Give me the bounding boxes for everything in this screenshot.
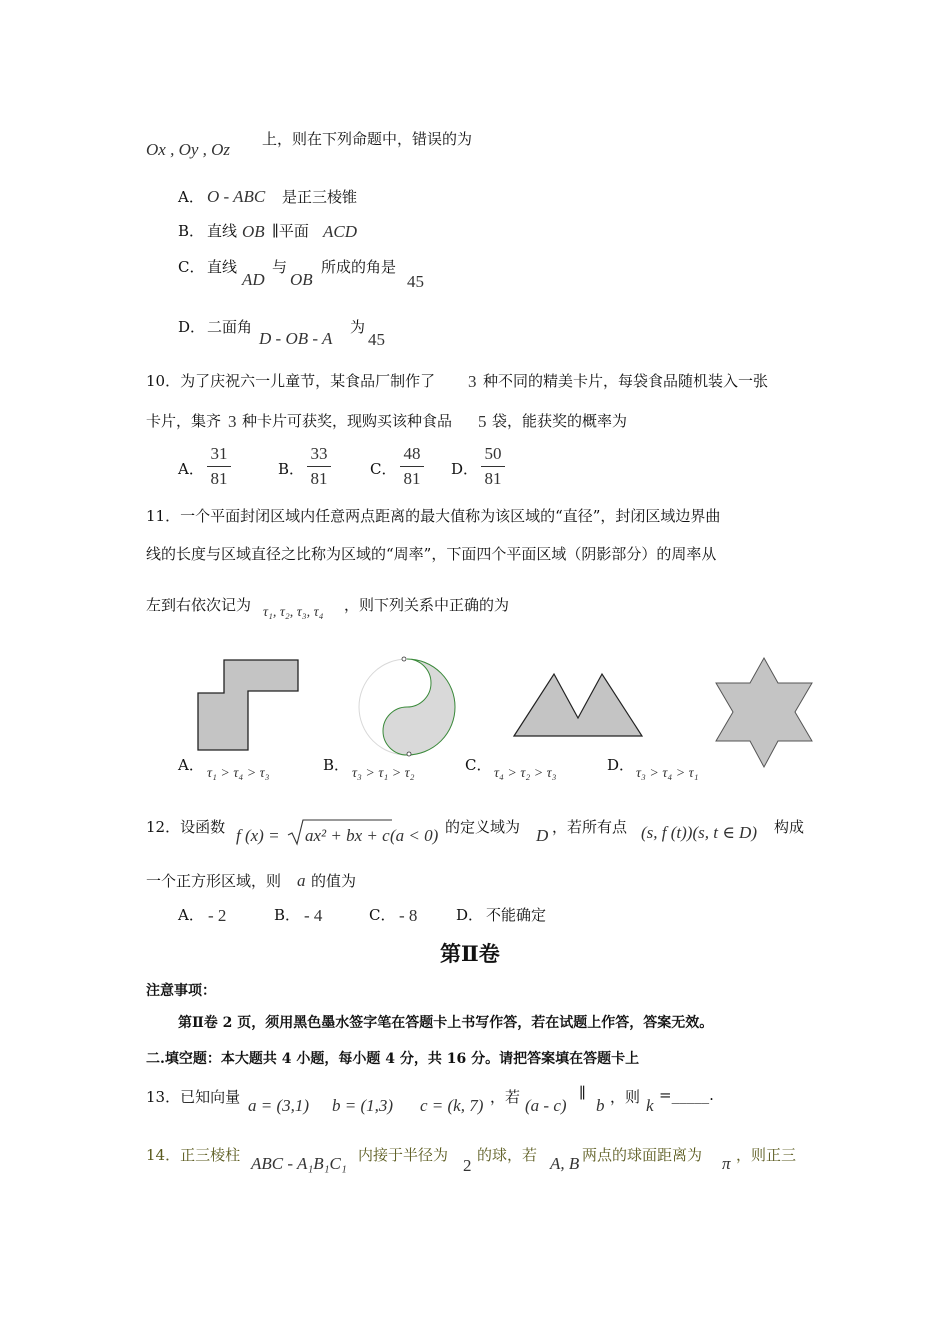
q10-number: 3 [468,372,477,391]
yin-yang-figure [352,652,464,764]
option-label: D． [178,318,206,336]
q14-radius: 2 [463,1156,472,1175]
notice-title: 注意事项： [146,983,216,999]
numerator: 31 [210,444,228,463]
q12-variable: a [297,871,306,890]
q13-condition: (a - c) [525,1096,567,1115]
option-label: B． [323,756,350,774]
q12-text: ，若所有点 [552,818,628,836]
q11-text: ，则下列关系中正确的为 [344,596,510,614]
option-math: AD [242,270,265,289]
q10-number: 3 [228,412,237,431]
q11-text: 线的长度与区域直径之比称为区域的“周率”，下面四个平面区域（阴影部分）的周率从 [146,545,717,563]
option-relation: τ₃ > τ₄ > τ₁ [636,766,699,781]
option-value: - 2 [208,906,227,925]
option-label: C． [178,258,205,276]
fraction [304,444,334,489]
q10-text: 袋，能获奖的概率为 [492,412,628,430]
q9-lead-text: 上，则在下列命题中，错误的为 [262,130,473,148]
vector-c: c = (k, 7) [420,1096,484,1115]
option-text: 直线 [207,222,238,240]
option-text: 为 [350,318,366,336]
fraction [397,444,427,489]
option-label: C． [465,756,492,774]
q13-text: ，若 [490,1088,521,1106]
q14-text: 内接于半径为 [358,1146,449,1164]
q13-k: k [646,1096,654,1115]
q14-pi: π [722,1154,731,1173]
option-math: O - ABC [207,187,266,206]
option-number: 45 [368,330,385,349]
q12-text: 一个正方形区域，则 [146,872,282,890]
q11-tau-list: τ₁, τ₂, τ₃, τ₄ [263,605,324,620]
stair-polygon-figure [190,655,310,755]
q14-prism: ABC - A₁B₁C₁ [251,1154,347,1173]
q12-text: 12．设函数 [146,818,226,836]
option-relation: τ₃ > τ₁ > τ₂ [352,766,415,781]
option-text: 是正三棱锥 [282,188,358,206]
option-label: B． [278,460,305,478]
option-label: A． [178,756,204,774]
q14-text: 的球，若 [477,1146,538,1164]
option-label: A． [178,188,204,206]
q13-text: 13．已知向量 [146,1088,241,1106]
numerator: 33 [310,444,328,463]
option-number: 45 [407,272,424,291]
q14-text: ，则正三 [736,1146,797,1164]
vector-a: a = (3,1) [248,1096,310,1115]
denominator: 81 [484,469,502,488]
option-math: D - OB - A [259,329,333,348]
q10-text: 种不同的精美卡片，每袋食品随机装入一张 [483,372,769,390]
q12-point-set: (s, f (t))(s, t ∈ D) [641,823,757,842]
parallel-symbol: ∥ [579,1084,586,1102]
hexagram-figure [712,655,816,771]
option-text: 二面角 [207,318,253,336]
q13-text: ，则 [610,1088,641,1106]
option-relation: τ₁ > τ₄ > τ₃ [207,766,270,781]
option-label: D． [456,906,484,924]
fraction-bar [400,466,424,467]
option-label: B． [274,906,301,924]
option-label: D． [451,460,479,478]
option-label: A． [178,906,204,924]
q12-condition: (a < 0) [390,826,439,845]
option-value: - 8 [399,906,418,925]
section-title: 二.填空题：本大题共 4 小题，每小题 4 分，共 16 分。请把答案填在答题卡上 [146,1051,640,1067]
q13-vector-b: b [596,1096,605,1115]
numerator: 50 [484,444,502,463]
part2-title: 第Ⅱ卷 [440,941,500,966]
q14-points: A, B [550,1154,580,1173]
q10-text: 10．为了庆祝六一儿童节，某食品厂制作了 [146,372,436,390]
option-math: OB [242,222,265,241]
q12-function: f (x) = [236,826,280,845]
fraction [204,444,234,489]
option-text: 直线 [207,258,238,276]
option-value: - 4 [304,906,323,925]
option-value: 不能确定 [486,906,547,924]
fraction-bar [207,466,231,467]
denominator: 81 [310,469,328,488]
option-label: C． [369,906,396,924]
option-text: 所成的角是 [321,258,397,276]
denominator: 81 [403,469,421,488]
option-text: ∥平面 [272,222,309,240]
option-text: 与 [272,258,288,276]
notice-text: 第Ⅱ卷 2 页，须用黑色墨水签字笔在答题卡上书写作答，若在试题上作答，答案无效。 [178,1015,714,1031]
fraction-bar [481,466,505,467]
option-label: B． [178,222,205,240]
q11-text: 11．一个平面封闭区域内任意两点距离的最大值称为该区域的“直径”，封闭区域边界曲 [146,507,721,525]
vector-b: b = (1,3) [332,1096,394,1115]
q12-text: 的值为 [311,872,357,890]
option-label: C． [370,460,397,478]
q14-text: 两点的球面距离为 [582,1146,703,1164]
q10-number: 5 [478,412,487,431]
q12-radicand: ax² + bx + c [305,826,390,845]
option-math: ACD [323,222,357,241]
q9-axes: Ox , Oy , Oz [146,140,231,159]
q10-text: 种卡片可获奖，现购买该种食品 [242,412,453,430]
q12-domain: D [536,826,549,845]
q12-text: 的定义域为 [445,818,521,836]
numerator: 48 [403,444,421,463]
option-label: A． [178,460,204,478]
q12-text: 构成 [774,818,805,836]
option-relation: τ₄ > τ₂ > τ₃ [494,766,557,781]
double-triangle-figure [510,668,646,740]
q11-text: 左到右依次记为 [146,596,252,614]
denominator: 81 [210,469,228,488]
option-label: D． [607,756,635,774]
answer-blank: =_____. [659,1086,714,1104]
q10-text: 卡片，集齐 [146,412,222,430]
fraction-bar [307,466,331,467]
q14-text: 14．正三棱柱 [146,1146,241,1164]
option-math: OB [290,270,313,289]
fraction [478,444,508,489]
